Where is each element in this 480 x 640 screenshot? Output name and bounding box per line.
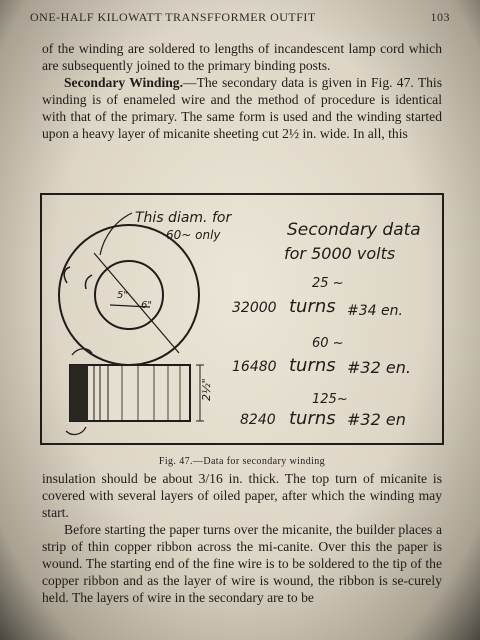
page-number: 103 [430, 10, 450, 24]
turns-word: turns [289, 408, 336, 429]
body-text-top [42, 40, 442, 142]
lead-wire [64, 267, 70, 283]
width-dimension-label: 2½" [200, 378, 213, 401]
coil-side-view [66, 349, 204, 435]
lead-wire [85, 275, 92, 289]
diam-note-line2: 60~ only [166, 228, 221, 242]
outer-dimension-line [94, 253, 179, 353]
section-heading: Secondary Winding. [64, 75, 183, 90]
turns-word: turns [289, 296, 336, 317]
data-title-line1: Secondary data [287, 220, 421, 240]
freq-label: 25 ~ [312, 276, 344, 291]
turns-count: 16480 [232, 359, 277, 375]
paragraph-text: —The secondary data is given in Fig. 47. This winding is of enameled wire and the method of procedure is identical with that of the primary. The same form is used and the winding started upon a heavy layer of micanite sheeting cut 2½ in. wide. In all, this [42, 75, 442, 141]
winding-diagram [42, 195, 442, 443]
wire-gauge: #32 en. [347, 358, 411, 377]
outer-dimension-label: 6" [141, 300, 152, 311]
freq-label: 125~ [312, 392, 348, 407]
paragraph: Before starting the paper turns over the micanite, the builder places a strip of thin copper ribbon across the mi-canite. Over this the paper is wound. The starting end of the fine wire is to be soldered to the tip of the copper ribbon and as the layer of wire is wound, the ribbon is se-curely held. The layers of wire in the secondary are to be [42, 522, 442, 605]
diam-leader-line [100, 213, 132, 255]
figure-47 [40, 193, 444, 445]
turns-word: turns [289, 355, 336, 376]
paragraph: of the winding are soldered to lengths of incandescent lamp cord which are subsequently joined to the primary binding posts. [42, 41, 442, 73]
turns-count: 8240 [240, 412, 276, 428]
wire-gauge: #34 en. [347, 303, 403, 319]
inner-dimension-label: 5" [117, 290, 128, 301]
freq-label: 60 ~ [312, 336, 344, 351]
diam-note-line1: This diam. for [135, 210, 232, 226]
paragraph [42, 74, 442, 142]
body-text-bottom [42, 470, 442, 606]
wire-gauge: #32 en [347, 410, 406, 429]
paragraph: insulation should be about 3/16 in. thick. The top turn of micanite is covered with several layers of oiled paper, after which the winding may start. [42, 471, 442, 520]
running-header-title: ONE-HALF KILOWATT TRANSFFORMER OUTFIT [30, 10, 316, 24]
data-title-line2: for 5000 volts [284, 244, 396, 263]
turns-count: 32000 [232, 300, 277, 316]
figure-caption: Fig. 47.—Data for secondary winding [158, 456, 326, 467]
